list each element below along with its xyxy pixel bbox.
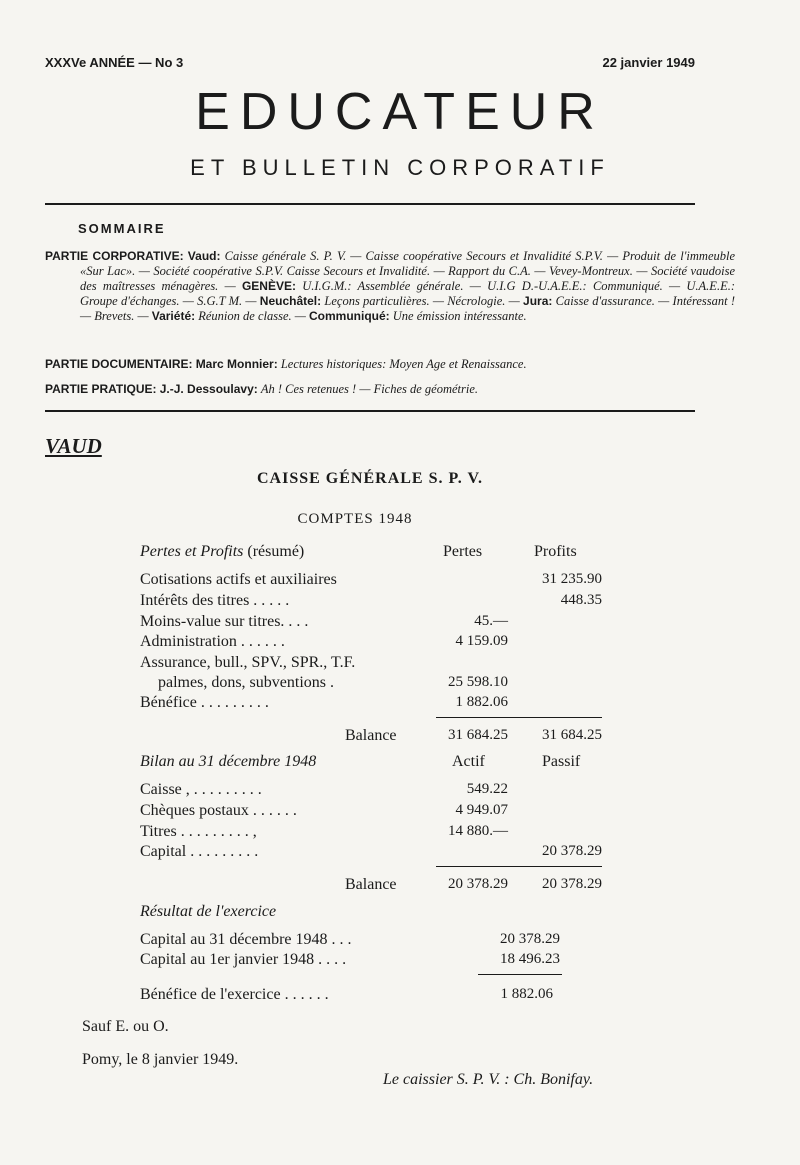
col-pertes: Pertes bbox=[443, 543, 483, 560]
pp-row-profits: 448.35 bbox=[560, 592, 602, 608]
variete-text: Réunion de classe. — bbox=[198, 309, 306, 323]
documentaire-text: Lectures historiques: Moyen Age et Renaissance. bbox=[280, 357, 527, 371]
bilan-total-rule bbox=[436, 866, 602, 867]
bilan-balance-label: Balance bbox=[345, 876, 397, 893]
bilan-row-label: Capital . . . . . . . . . bbox=[140, 843, 259, 860]
resultat-row-value: 20 378.29 bbox=[500, 931, 560, 947]
bilan-balance-actif: 20 378.29 bbox=[448, 876, 508, 892]
pp-row-label: Administration . . . . . . bbox=[140, 633, 285, 650]
sommaire-documentaire bbox=[45, 357, 700, 372]
pp-row-label: Moins-value sur titres. . . . bbox=[140, 613, 309, 630]
pp-row-pertes: 25 598.10 bbox=[448, 674, 508, 690]
journal-subtitle: ET BULLETIN CORPORATIF bbox=[190, 155, 610, 180]
pp-total-rule bbox=[436, 717, 602, 718]
article-subtitle: COMPTES 1948 bbox=[297, 511, 413, 527]
issue-number: XXXVe ANNÉE — No 3 bbox=[45, 55, 184, 70]
pp-row-pertes: 45.— bbox=[474, 613, 508, 629]
bilan-heading: Bilan au 31 décembre 1948 bbox=[140, 753, 317, 770]
resultat-row-label: Capital au 31 décembre 1948 . . . bbox=[140, 931, 352, 948]
bilan-row-actif: 549.22 bbox=[466, 781, 508, 797]
signature: Le caissier S. P. V. : Ch. Bonifay. bbox=[383, 1071, 594, 1088]
resultat-rule bbox=[478, 974, 562, 975]
pp-balance-label: Balance bbox=[345, 727, 397, 744]
bilan-row-actif: 14 880.— bbox=[448, 823, 508, 839]
bilan-row-label: Titres . . . . . . . . . , bbox=[140, 823, 257, 840]
pp-heading-italic: Pertes et Profits bbox=[140, 543, 244, 560]
bilan-row-label: Caisse , . . . . . . . . . bbox=[140, 781, 262, 798]
resultat-row-value: 18 496.23 bbox=[500, 951, 560, 967]
jura-text: Caisse d'assurance. — Intéressant ! — Brevets. — bbox=[80, 294, 736, 323]
documentaire-author: Marc Monnier: bbox=[195, 357, 278, 371]
pp-heading-note: (résumé) bbox=[247, 543, 305, 560]
issue-date: 22 janvier 1949 bbox=[602, 55, 695, 70]
resultat-row-label: Capital au 1er janvier 1948 . . . . bbox=[140, 951, 347, 968]
article-title: CAISSE GÉNÉRALE S. P. V. bbox=[256, 470, 483, 487]
neuchatel-label: Neuchâtel: bbox=[259, 294, 322, 308]
pp-row-label: Intérêts des titres . . . . . bbox=[140, 592, 290, 609]
pp-heading bbox=[140, 543, 304, 561]
pp-row-pertes: 4 159.09 bbox=[455, 633, 508, 649]
neuchatel-text: Leçons particulières. — Nécrologie. — bbox=[324, 294, 520, 308]
bilan-balance-passif: 20 378.29 bbox=[542, 876, 602, 892]
pp-balance-pertes: 31 684.25 bbox=[448, 727, 508, 743]
journal-title: EDUCATEUR bbox=[195, 83, 605, 141]
jura-label: Jura: bbox=[523, 294, 553, 308]
sommaire-divider bbox=[45, 410, 695, 412]
sommaire-heading: SOMMAIRE bbox=[78, 221, 166, 236]
bilan-row-passif: 20 378.29 bbox=[542, 843, 602, 859]
place-date: Pomy, le 8 janvier 1949. bbox=[82, 1051, 239, 1068]
sommaire-pratique bbox=[45, 382, 700, 397]
geneve-label: GENÈVE: bbox=[241, 279, 296, 293]
geneve-text: U.I.G.M.: Assemblée générale. — U.I.G D.-U.A.E.E.: Communiqué. — U.A.E.E.: Groupe d'échanges. — S.G.T M. — bbox=[80, 279, 735, 308]
vaud-text: Caisse générale S. P. V. — Caisse coopérative Secours et Invalidité S.P.V. — Produit de l'immeuble «Sur Lac». — Société coopérative S.P.V. Caisse Secours et Invalidité. — Rapport du C.A. — Vevey-Montreux. — Société vaudoise des maîtresses ménagères. — bbox=[80, 249, 736, 293]
resultat-heading: Résultat de l'exercice bbox=[140, 903, 277, 920]
sauf-note: Sauf E. ou O. bbox=[82, 1018, 169, 1035]
header-divider bbox=[45, 203, 695, 205]
variete-label: Variété: bbox=[151, 309, 196, 323]
col-passif: Passif bbox=[542, 753, 581, 770]
corporative-label: PARTIE CORPORATIVE: bbox=[45, 249, 184, 263]
col-actif: Actif bbox=[452, 753, 485, 770]
col-profits: Profits bbox=[534, 543, 577, 560]
pratique-text: Ah ! Ces retenues ! — Fiches de géométrie. bbox=[260, 382, 479, 396]
pp-row-label: palmes, dons, subventions . bbox=[158, 674, 334, 691]
vaud-label: Vaud: bbox=[187, 249, 221, 263]
communique-label: Communiqué: bbox=[308, 309, 390, 323]
pp-row-label: Cotisations actifs et auxiliaires bbox=[140, 571, 337, 588]
sommaire-corporative bbox=[45, 249, 735, 324]
section-heading: VAUD bbox=[45, 434, 102, 458]
documentaire-label: PARTIE DOCUMENTAIRE: bbox=[45, 357, 193, 371]
pp-row-pertes: 1 882.06 bbox=[455, 694, 508, 710]
benefice-value: 1 882.06 bbox=[500, 986, 553, 1002]
pratique-author: J.-J. Dessoulavy: bbox=[159, 382, 258, 396]
bilan-row-label: Chèques postaux . . . . . . bbox=[140, 802, 297, 819]
pp-row-label: Assurance, bull., SPV., SPR., T.F. bbox=[140, 654, 356, 671]
bilan-row-actif: 4 949.07 bbox=[455, 802, 508, 818]
benefice-label: Bénéfice de l'exercice . . . . . . bbox=[140, 986, 329, 1003]
pratique-label: PARTIE PRATIQUE: bbox=[45, 382, 157, 396]
pp-row-label: Bénéfice . . . . . . . . . bbox=[140, 694, 269, 711]
pp-row-profits: 31 235.90 bbox=[542, 571, 602, 587]
communique-text: Une émission intéressante. bbox=[392, 309, 527, 323]
pp-balance-profits: 31 684.25 bbox=[542, 727, 602, 743]
